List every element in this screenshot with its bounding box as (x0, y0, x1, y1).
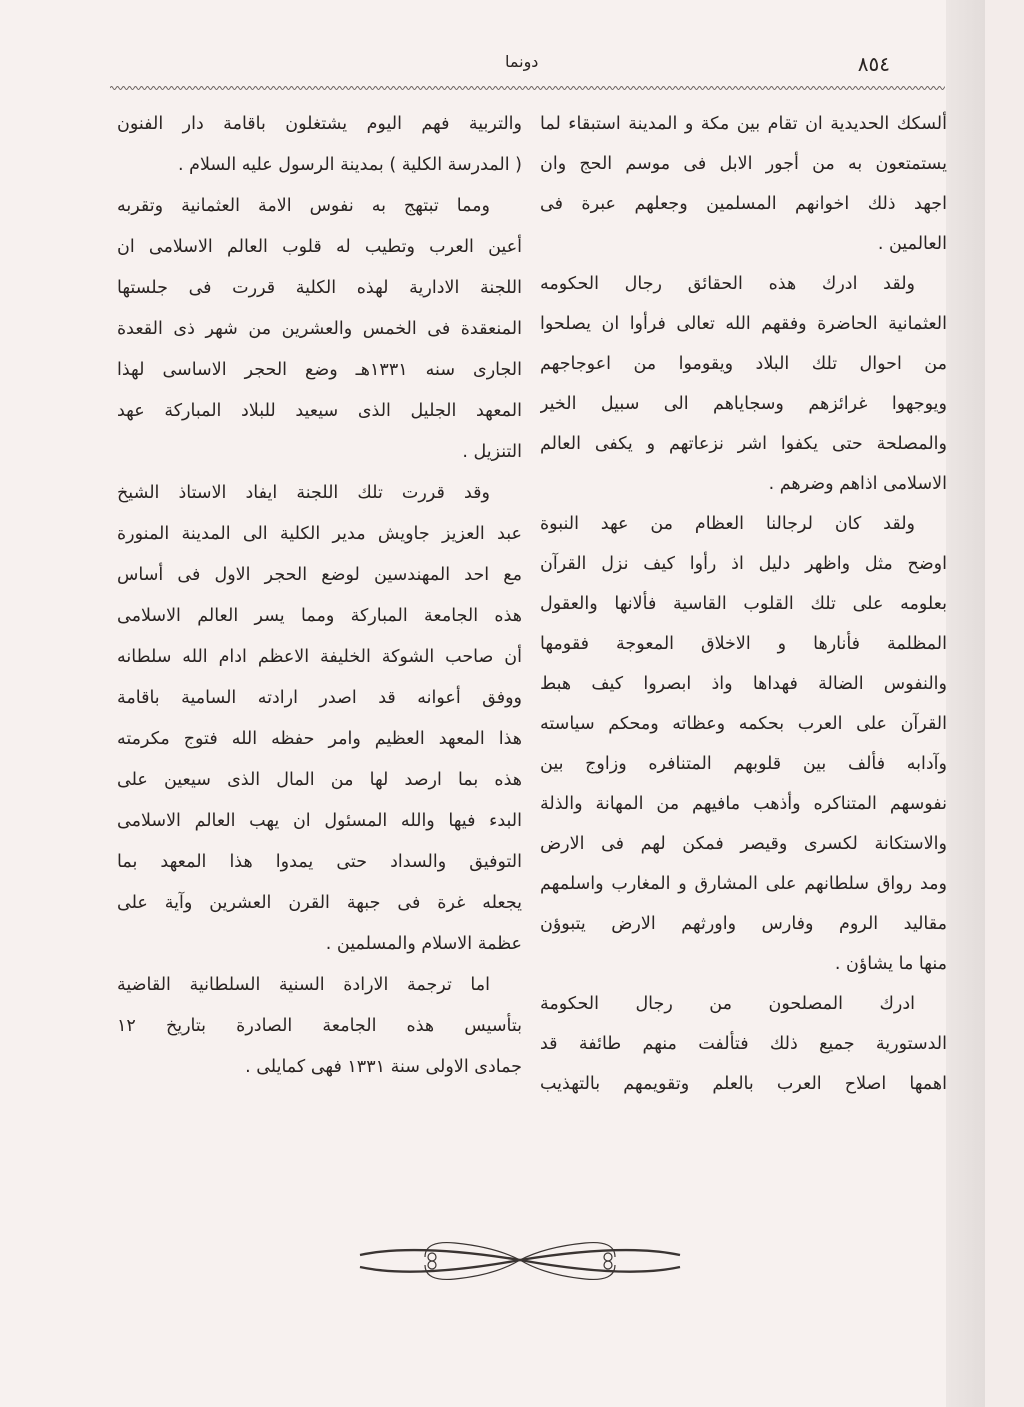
text-line: بتأسيس هذه الجامعة الصادرة بتاريخ ١٢ (117, 1016, 522, 1036)
left-column (117, 104, 522, 1088)
text-line: وآدابه فألف بين قلوبهم المتنافره وزاوج بين (540, 754, 947, 774)
text-line: البدء فيها والله المسئول ان يهب العالم الاسلامى (117, 811, 522, 831)
text-line: العثمانية الحاضرة وفقهم الله تعالى فرأوا ان يصلحوا (540, 314, 947, 334)
text-line: ولقد كان لرجالنا العظام من عهد النبوة (540, 514, 915, 534)
text-line: يستمتعون به من أجور الابل فى موسم الحج وان (540, 154, 947, 174)
text-line: القرآن على العرب بحكمه وعظاته ومحكم سياسته (540, 714, 947, 734)
text-line: اجهد ذلك اخوانهم المسلمين وجعلهم عبرة فى (540, 194, 947, 214)
text-line: المعهد الجليل الذى سيعيد للبلاد المباركة عهد (117, 401, 522, 421)
text-line: اما ترجمة الارادة السنية السلطانية القاضية (117, 975, 490, 995)
text-line: عظمة الاسلام والمسلمين . (325, 934, 522, 954)
text-line: ووفق أعوانه قد اصدر ارادته السامية باقامة (117, 688, 522, 708)
text-line: ويوجهوا غرائزهم وسجاياهم الى سبيل الخير (540, 394, 947, 414)
text-line: جمادى الاولى سنة ١٣٣١ فهى كمايلى . (245, 1057, 522, 1077)
text-line: اهمها اصلاح العرب بالعلم وتقويمهم بالتهذيب (540, 1074, 947, 1094)
text-line: ومما تبتهج به نفوس الامة العثمانية وتقربه (117, 196, 490, 216)
text-line: منها ما يشاؤن . (834, 954, 947, 974)
page-number: ٨٥٤ (857, 52, 890, 76)
text-line: هذه الجامعة المباركة ومما يسر العالم الاسلامى (117, 606, 522, 626)
text-line: الدستورية جميع ذلك فتألفت منهم طائفة قد (540, 1034, 947, 1054)
text-line: ألسكك الحديدية ان تقام بين مكة و المدينة استبقاء لما (540, 114, 947, 134)
ornament-divider (355, 1235, 685, 1285)
right-column (540, 104, 947, 1104)
text-line: ولقد ادرك هذه الحقائق رجال الحكومه (540, 274, 915, 294)
wavy-rule (110, 84, 945, 92)
text-line: والمصلحة حتى يكفوا اشر نزعاتهم و يكفى العالم (540, 434, 947, 454)
text-line: اوضح مثل واظهر دليل اذ رأوا كيف نزل القرآن (540, 554, 947, 574)
text-line: العالمين . (877, 234, 947, 254)
text-line: مع احد المهندسين لوضع الحجر الاول فى أساس (117, 565, 522, 585)
text-line: المظلمة فأنارها و الاخلاق المعوجة فقومها (540, 634, 947, 654)
text-line: المنعقدة فى الخمس والعشرين من شهر ذى القعدة (117, 319, 522, 339)
text-line: بعلومه على تلك القلوب القاسية فألانها والعقول (540, 594, 947, 614)
page-header (110, 52, 945, 82)
text-line: نفوسهم المتناكره وأذهب مافيهم من المهانة والذلة (540, 794, 947, 814)
text-line: عبد العزيز جاويش مدير الكلية الى المدينة المنورة (117, 524, 522, 544)
text-line: هذه بما ارصد لها من المال الذى سيعين على (117, 770, 522, 790)
scan-edge (946, 0, 985, 1407)
text-line: هذا المعهد العظيم وامر حفظه الله فتوج مكرمته (117, 729, 522, 749)
text-line: الجارى سنه ١٣٣١هـ وضع الحجر الاساسى لهذا (117, 360, 522, 380)
text-line: أعين العرب وتطيب له قلوب العالم الاسلامى ان (117, 237, 522, 257)
text-line: من احوال تلك البلاد ويقوموا من اعوجاجهم (540, 354, 947, 374)
text-line: الاسلامى اذاهم وضرهم . (768, 474, 947, 494)
text-line: ( المدرسة الكلية ) بمدينة الرسول عليه السلام . (178, 155, 522, 175)
text-line: اللجنة الادارية لهذه الكلية قررت فى جلستها (117, 278, 522, 298)
text-line: مقاليد الروم وفارس واورثهم الارض يتبوؤن (540, 914, 947, 934)
running-title: دونما (505, 52, 539, 71)
text-line: أن صاحب الشوكة الخليفة الاعظم ادام الله سلطانه (117, 647, 522, 667)
text-line: التنزيل . (462, 442, 522, 462)
text-line: والنفوس الضالة فهداها واذ ابصروا كيف هبط (540, 674, 947, 694)
text-line: وقد قررت تلك اللجنة ايفاد الاستاذ الشيخ (117, 483, 490, 503)
text-line: يجعله غرة فى جبهة القرن العشرين وآية على (117, 893, 522, 913)
text-line: والتربية فهم اليوم يشتغلون باقامة دار الفنون (117, 114, 522, 134)
text-line: والاستكانة لكسرى وقيصر فمكن لهم فى الارض (540, 834, 947, 854)
text-line: ادرك المصلحون من رجال الحكومة (540, 994, 915, 1014)
text-line: التوفيق والسداد حتى يمدوا هذا المعهد بما (117, 852, 522, 872)
text-line: ومد رواق سلطانهم على المشارق و المغارب واسلمهم (540, 874, 947, 894)
